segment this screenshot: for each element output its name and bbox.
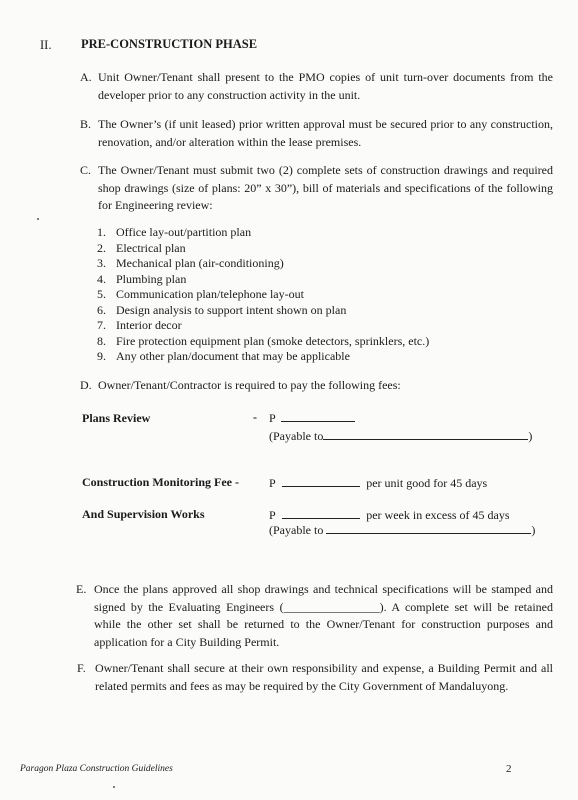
list-item-number: 9. xyxy=(97,349,106,363)
peso-sign: P xyxy=(269,476,276,490)
fee-plans-review-label: Plans Review xyxy=(82,411,151,425)
fee-plans-review-payable xyxy=(269,428,532,444)
blank-line xyxy=(281,410,355,422)
list-item xyxy=(97,318,182,332)
blank-line xyxy=(326,522,531,534)
fee-supervision-payable xyxy=(269,522,535,538)
list-item-number: 7. xyxy=(97,318,106,332)
footer-title: Paragon Plaza Construction Guidelines xyxy=(20,764,173,774)
paragraph-a-marker: A. xyxy=(80,70,92,84)
scan-speck xyxy=(113,786,115,788)
paragraph-c-marker: C. xyxy=(80,163,92,177)
list-item xyxy=(97,225,251,239)
fee-construction-amount xyxy=(269,475,487,491)
list-item xyxy=(97,334,429,348)
paragraph-b-text: The Owner’s (if unit leased) prior written approval must be secured prior to any construction, renovation, and/or alteration within the lease premises. xyxy=(98,117,553,149)
scan-speck xyxy=(37,218,39,220)
fee-supervision-amount xyxy=(269,507,510,523)
paragraph-d-text: Owner/Tenant/Contractor is required to pay the following fees: xyxy=(98,378,401,392)
paragraph-f-text: Owner/Tenant shall secure at their own responsibility and expense, a Building Permit and all related permits and fees as may be required by the City Government of Mandaluyong. xyxy=(95,661,553,693)
fee-supervision-label: And Supervision Works xyxy=(82,507,205,521)
list-item-number: 8. xyxy=(97,333,106,348)
list-item xyxy=(97,287,304,301)
fee-plans-review-amount xyxy=(269,410,355,426)
list-item-text: Fire protection equipment plan (smoke detectors, sprinklers, etc.) xyxy=(116,333,430,348)
list-item-text: Communication plan/telephone lay-out xyxy=(116,287,304,301)
list-item-number: 3. xyxy=(97,256,106,270)
page-number: 2 xyxy=(506,763,512,775)
paragraph-c-text: The Owner/Tenant must submit two (2) complete sets of construction drawings and required shop drawings (size of plans: 20” x 30”), bill of materials and specifications of the following for Engineering review: xyxy=(98,163,553,212)
list-item-number: 2. xyxy=(97,240,106,255)
list-item-text: Design analysis to support intent shown on plan xyxy=(116,302,347,317)
list-item-number: 5. xyxy=(97,287,106,301)
paragraph-d-marker: D. xyxy=(80,378,92,392)
blank-line xyxy=(323,428,528,440)
paragraph-b-marker: B. xyxy=(80,117,92,131)
paragraph-a-text: Unit Owner/Tenant shall present to the PMO copies of unit turn-over documents from the developer prior to any construction activity in the unit. xyxy=(98,70,553,102)
list-item-text: Any other plan/document that may be applicable xyxy=(116,349,350,363)
list-item-number: 6. xyxy=(97,302,106,317)
list-item-text: Electrical plan xyxy=(116,240,186,255)
list-item-text: Office lay-out/partition plan xyxy=(116,225,252,239)
section-title: PRE-CONSTRUCTION PHASE xyxy=(81,37,258,51)
blank-line xyxy=(282,507,360,519)
payable-to-label: (Payable to xyxy=(269,429,324,443)
fee-construction-suffix: per unit good for 45 days xyxy=(366,476,488,490)
paragraph-e-text: Once the plans approved all shop drawings and technical specifications will be stamped and signed by the Evaluating Engineers (________________). A complete set will be retained while the other set shall be returned to the Owner/Tenant for construction purposes and application for a City Building Permit. xyxy=(94,582,553,649)
list-item xyxy=(97,272,186,286)
fee-dash: - xyxy=(253,410,257,424)
list-item-text: Mechanical plan (air-conditioning) xyxy=(116,256,284,270)
peso-sign: P xyxy=(269,411,276,425)
list-item xyxy=(97,256,284,270)
paragraph-f-marker: F. xyxy=(77,661,86,675)
blank-line xyxy=(282,475,360,487)
list-item-number: 4. xyxy=(97,271,106,286)
list-item xyxy=(97,241,186,255)
fee-construction-label: Construction Monitoring Fee - xyxy=(82,475,239,489)
fee-supervision-suffix: per week in excess of 45 days xyxy=(366,508,510,522)
list-item xyxy=(97,349,350,363)
close-paren: ) xyxy=(528,429,533,443)
list-item-number: 1. xyxy=(97,225,106,239)
payable-to-label: (Payable to xyxy=(269,523,324,537)
list-item-text: Interior decor xyxy=(116,318,182,332)
close-paren: ) xyxy=(531,523,536,537)
paragraph-e-marker: E. xyxy=(76,582,87,596)
list-item xyxy=(97,303,346,317)
section-number: II. xyxy=(40,38,52,52)
list-item-text: Plumbing plan xyxy=(116,271,187,286)
peso-sign: P xyxy=(269,508,276,522)
